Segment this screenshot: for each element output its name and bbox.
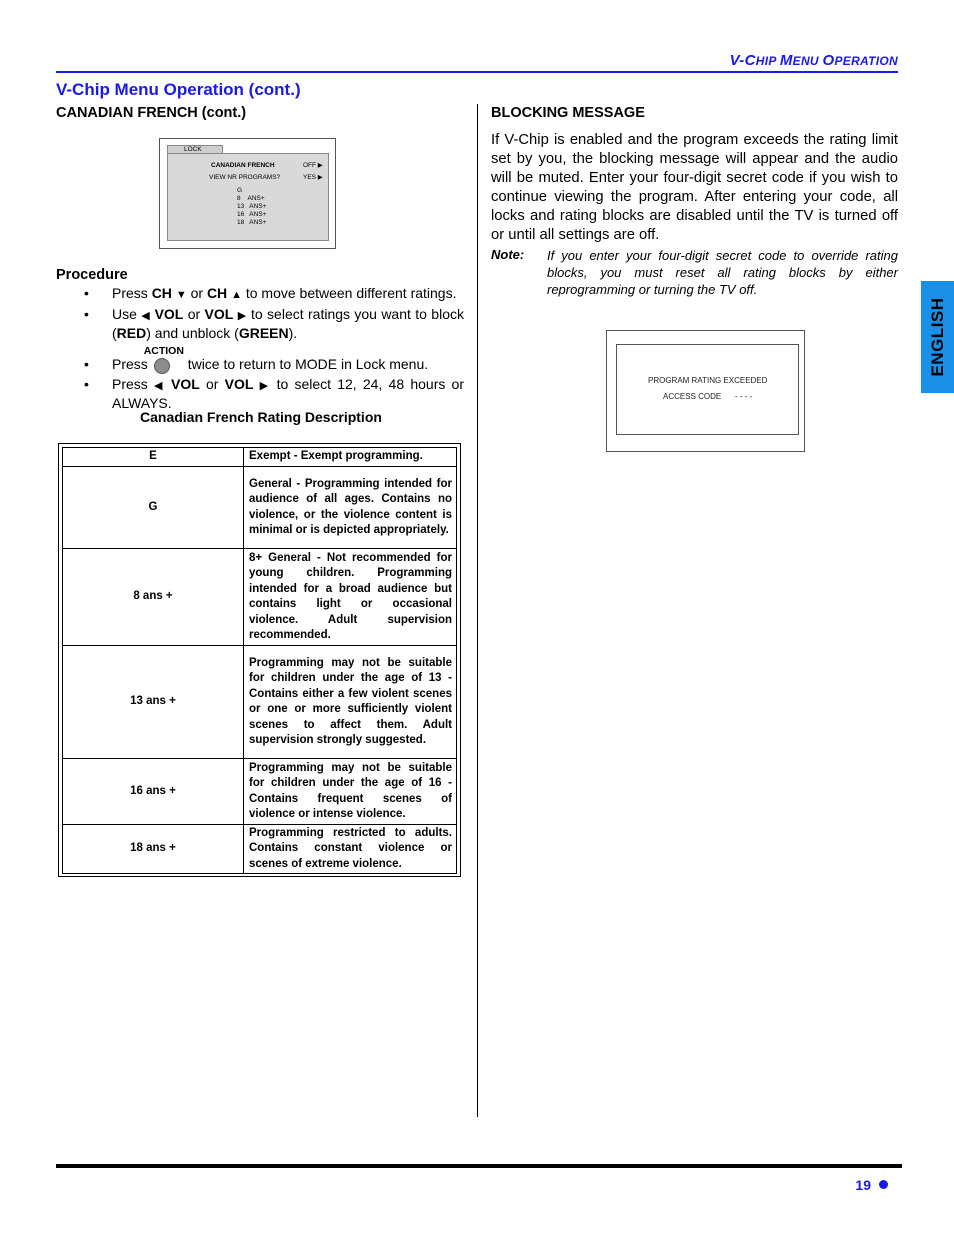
blocking-screen-illustration [606, 330, 805, 452]
rating-exceeded-text: PROGRAM RATING EXCEEDED [648, 376, 768, 385]
left-triangle-icon: ◀ [154, 380, 165, 392]
language-tab: ENGLISH [921, 281, 954, 393]
lock-tab: LOCK [167, 145, 223, 154]
rating-description: Exempt - Exempt programming. [244, 448, 457, 467]
rating-list-item: 8 ANS+ [237, 195, 265, 202]
column-divider [477, 104, 478, 1117]
up-triangle-icon: ▲ [231, 289, 242, 301]
note-label: Note: [491, 247, 525, 262]
running-header: V-CHIP MENU OPERATION [729, 52, 898, 69]
rating-description: 8+ General - Not recommended for young children. Programming intended for a broad audience but contains light or occasional violence. Adult supervision recommended. [244, 549, 457, 646]
access-code-label: ACCESS CODE [663, 392, 722, 401]
rating-name: 16 ans + [63, 759, 244, 825]
rating-description: Programming may not be suitable for children under the age of 13 - Contains either a few violent scenes or one or more sufficiently violent scenes to affect them. Adult supervision strongly suggested. [244, 646, 457, 759]
procedure-list [84, 285, 464, 414]
procedure-step: • Use ◀ VOL or VOL ▶ to select ratings you want to block (RED) and unblock (GREEN). [84, 306, 464, 341]
rating-name: 18 ans + [63, 825, 244, 874]
rating-list-item: 13 ANS+ [237, 203, 267, 210]
rating-description: General - Programming intended for audience of all ages. Contains no violence, or the violence content is minimal or is depicted appropriately. [244, 467, 457, 549]
menu-item-canadian-french: CANADIAN FRENCH [211, 162, 275, 169]
left-triangle-icon: ◀ [141, 310, 151, 322]
action-button-icon: ACTION [152, 356, 188, 373]
rating-name: 8 ans + [63, 549, 244, 646]
right-triangle-icon: ▶ [237, 310, 247, 322]
table-row [63, 759, 457, 825]
rating-description: Programming may not be suitable for children under the age of 16 - Contains frequent scenes of violence or intense violence. [244, 759, 457, 825]
table-row [63, 467, 457, 549]
procedure-title: Procedure [56, 267, 128, 283]
sub-title: CANADIAN FRENCH (cont.) [56, 105, 247, 121]
rating-list-item: 18 ANS+ [237, 219, 267, 226]
blocking-message-body: If V-Chip is enabled and the program exceeds the rating limit set by you, the blocking message will appear and the audio will be muted. Enter your four-digit secret code if you wish to continue viewing the program. After entering your code, all locks and rating blocks are disabled until the TV is turned off or until all settings are off. [491, 132, 898, 243]
page-bullet-icon [879, 1180, 888, 1189]
table-row [63, 448, 457, 467]
blocking-screen [616, 344, 799, 435]
table-row [63, 825, 457, 874]
lock-menu-screen [167, 153, 329, 241]
lock-menu-illustration [159, 138, 336, 249]
rating-name: E [63, 448, 244, 467]
access-code-value: - - - - [735, 392, 753, 401]
page-number: 19 [855, 1177, 871, 1193]
rating-description: Programming restricted to adults. Contains constant violence or scenes of extreme violence. [244, 825, 457, 874]
table-row [63, 646, 457, 759]
rating-name: G [63, 467, 244, 549]
blocking-message-title: BLOCKING MESSAGE [491, 105, 645, 121]
rating-table-frame [58, 443, 461, 877]
rating-list-item: G [237, 187, 243, 194]
rating-list-item: 16 ANS+ [237, 211, 267, 218]
menu-value-yes: YES ▶ [303, 174, 323, 181]
right-triangle-icon: ▶ [259, 380, 271, 392]
section-title: V-Chip Menu Operation (cont.) [56, 80, 301, 99]
menu-value-off: OFF ▶ [303, 162, 323, 169]
note-body: If you enter your four-digit secret code to override rating blocks, you must reset all rating blocks by either reprogramming or turning the TV off. [547, 248, 898, 297]
table-row [63, 549, 457, 646]
table-caption: Canadian French Rating Description [140, 409, 382, 425]
footer-rule [56, 1164, 902, 1168]
header-rule [56, 71, 898, 73]
rating-table [62, 447, 457, 874]
rating-name: 13 ans + [63, 646, 244, 759]
procedure-step: • Press ACTION twice to return to MODE in Lock menu. [84, 345, 429, 372]
menu-item-view-nr-programs: VIEW NR PROGRAMS? [209, 174, 281, 181]
down-triangle-icon: ▼ [175, 289, 187, 301]
procedure-step: • Press ◀ VOL or VOL ▶ to select 12, 24, 48 hours or ALWAYS. [84, 376, 465, 411]
procedure-step: • Press CH ▼ or CH ▲ to move between different ratings. [84, 285, 457, 301]
